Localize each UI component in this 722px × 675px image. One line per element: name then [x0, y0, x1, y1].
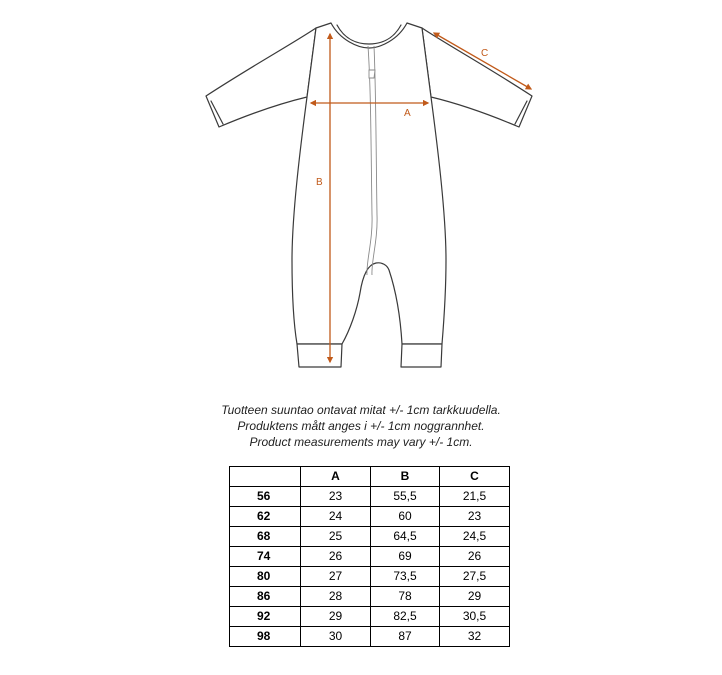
- c-cell: 23: [440, 507, 510, 527]
- table-row: [230, 547, 510, 567]
- left-sleeve: [206, 28, 316, 127]
- b-cell: 82,5: [371, 607, 440, 627]
- header-a: A: [301, 467, 371, 487]
- size-cell: 86: [230, 587, 301, 607]
- b-cell: 73,5: [371, 567, 440, 587]
- a-cell: 25: [301, 527, 371, 547]
- table-row: [230, 627, 510, 647]
- size-table-header: [230, 467, 510, 487]
- header-size: [230, 467, 301, 487]
- measure-c-label: C: [481, 48, 489, 59]
- c-cell: 27,5: [440, 567, 510, 587]
- b-cell: 64,5: [371, 527, 440, 547]
- c-cell: 32: [440, 627, 510, 647]
- size-cell: 56: [230, 487, 301, 507]
- c-cell: 24,5: [440, 527, 510, 547]
- measure-b-label: B: [316, 177, 323, 188]
- size-cell: 92: [230, 607, 301, 627]
- b-cell: 78: [371, 587, 440, 607]
- a-cell: 27: [301, 567, 371, 587]
- table-row: [230, 507, 510, 527]
- b-cell: 55,5: [371, 487, 440, 507]
- measurement-note: [0, 402, 722, 450]
- c-cell: 30,5: [440, 607, 510, 627]
- note-finnish: Tuotteen suuntao ontavat mitat +/- 1cm tarkkuudella.: [221, 403, 501, 417]
- a-cell: 28: [301, 587, 371, 607]
- right-sleeve: [422, 28, 532, 127]
- header-b: B: [371, 467, 440, 487]
- measure-a-label: A: [404, 108, 411, 119]
- b-cell: 60: [371, 507, 440, 527]
- header-c: C: [440, 467, 510, 487]
- size-cell: 62: [230, 507, 301, 527]
- c-cell: 29: [440, 587, 510, 607]
- c-cell: 26: [440, 547, 510, 567]
- a-cell: 26: [301, 547, 371, 567]
- table-row: [230, 607, 510, 627]
- b-cell: 69: [371, 547, 440, 567]
- b-cell: 87: [371, 627, 440, 647]
- note-english: Product measurements may vary +/- 1cm.: [249, 435, 473, 449]
- a-cell: 23: [301, 487, 371, 507]
- size-cell: 68: [230, 527, 301, 547]
- table-row: [230, 587, 510, 607]
- table-row: [230, 487, 510, 507]
- a-cell: 29: [301, 607, 371, 627]
- table-row: [230, 567, 510, 587]
- size-cell: 74: [230, 547, 301, 567]
- size-cell: 80: [230, 567, 301, 587]
- left-leg-cuff: [297, 344, 342, 367]
- size-cell: 98: [230, 627, 301, 647]
- c-cell: 21,5: [440, 487, 510, 507]
- right-leg-cuff: [401, 344, 442, 367]
- note-swedish: Produktens mått anges i +/- 1cm noggrannhet.: [237, 419, 485, 433]
- a-cell: 30: [301, 627, 371, 647]
- table-row: [230, 527, 510, 547]
- size-table: [229, 466, 510, 647]
- a-cell: 24: [301, 507, 371, 527]
